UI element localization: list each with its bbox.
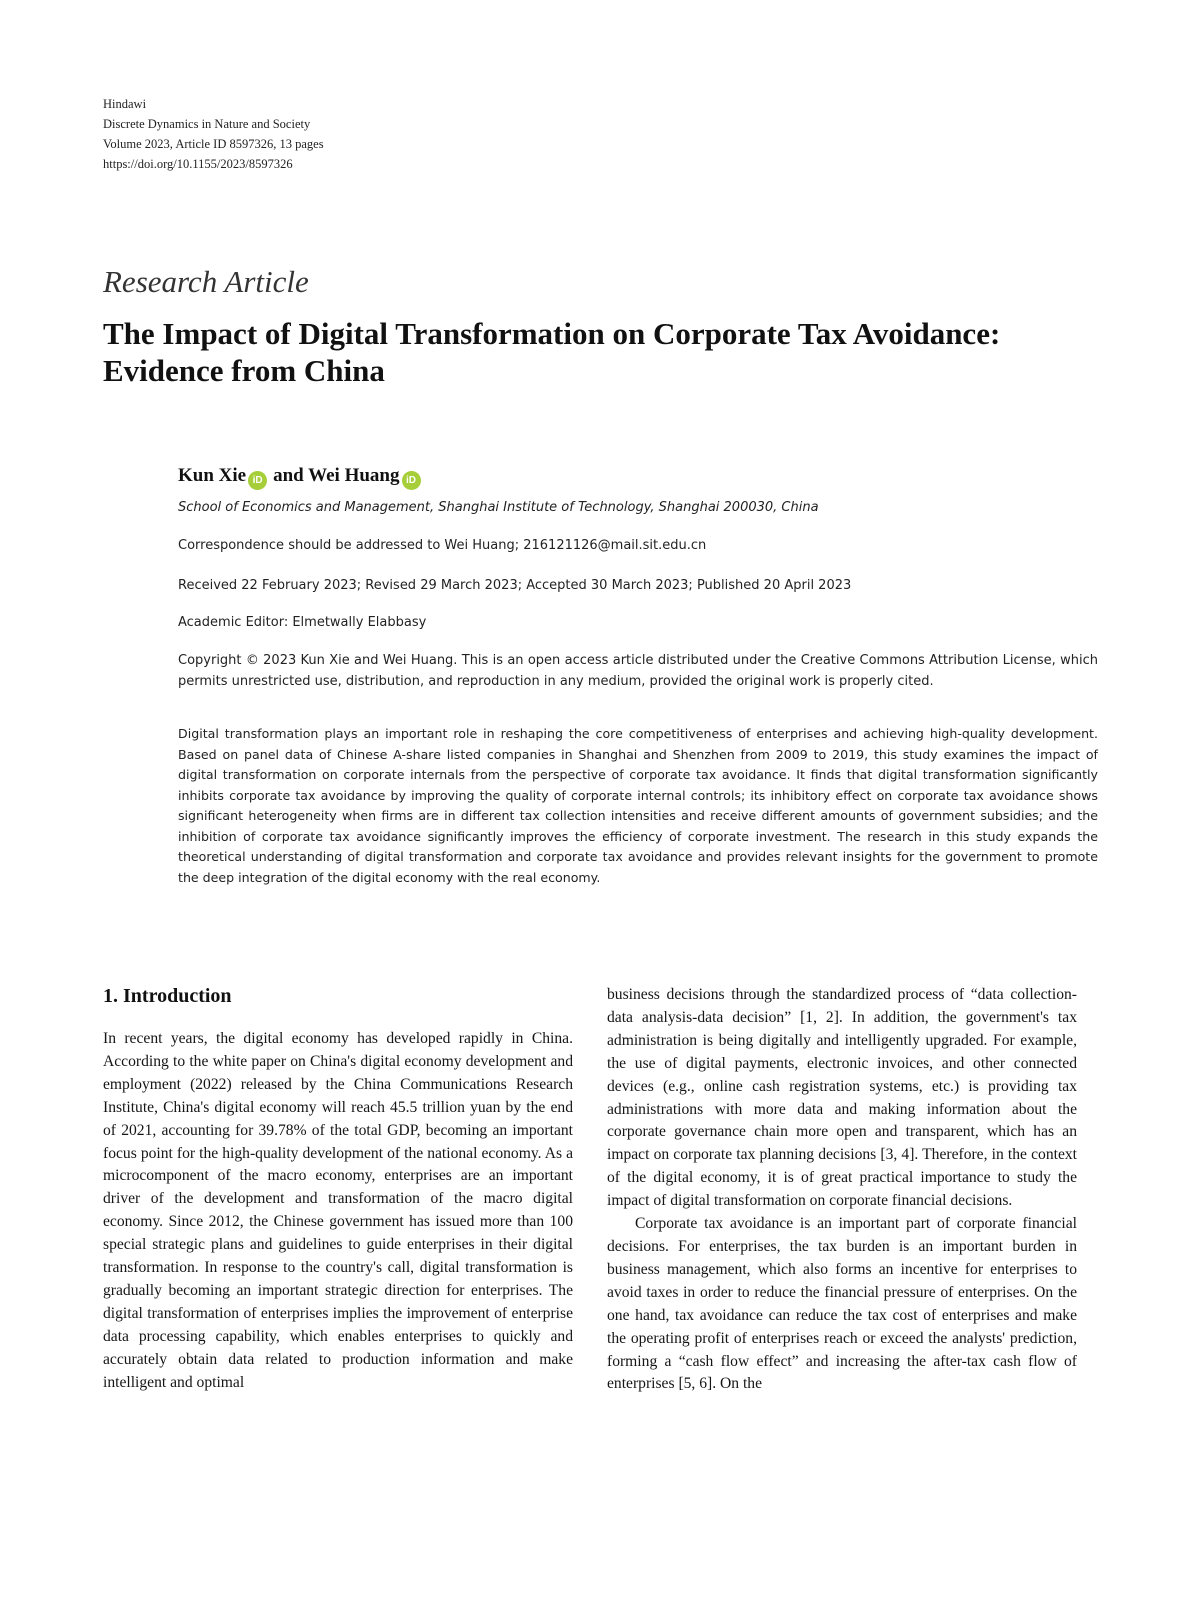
orcid-icon[interactable]: iD	[248, 471, 267, 490]
publisher-name: Hindawi	[103, 97, 147, 111]
abstract: Digital transformation plays an important role in reshaping the core competitiveness of enterprises and achieving high-quality development. Based on panel data of Chinese A-share listed companies in Shanghai and Shenzhen from 2009 to 2019, this study examines the impact of digital transformation on corporate internals from the perspective of corporate tax avoidance. It finds that digital transformation significantly inhibits corporate tax avoidance by improving the quality of corporate internal controls; its inhibitory effect on corporate tax avoidance shows significant heterogeneity when firms are in different tax collection intensities and receive different amounts of government subsidies; and the inhibition of corporate tax avoidance significantly improves the efficiency of corporate investment. The research in this study expands the theoretical understanding of digital transformation and corporate tax avoidance and provides relevant insights for the government to promote the deep integration of the digital economy with the real economy.	[178, 726, 1098, 885]
body-paragraph: In recent years, the digital economy has developed rapidly in China. According to the white paper on China's digital economy development and employment (2022) released by the China Communications Research Institute, China's digital economy will reach 45.5 trillion yuan by the end of 2021, accounting for 39.78% of the total GDP, becoming an important focus point for the high-quality development of the national economy. As a microcomponent of the macro economy, enterprises are an important driver of the development and transformation of the macro digital economy. Since 2012, the Chinese government has issued more than 100 special strategic plans and guidelines to guide enterprises in their digital transformation. In response to the country's call, digital transformation is gradually becoming an important strategic direction for enterprises. The digital transformation of enterprises implies the improvement of enterprise data processing capability, which enables enterprises to quickly and accurately obtain data related to production information and make intelligent and optimal	[103, 1030, 573, 1391]
author-list	[178, 465, 427, 490]
affiliation: School of Economics and Management, Shanghai Institute of Technology, Shanghai 200030, China	[178, 500, 819, 515]
doi-link[interactable]: https://doi.org/10.1155/2023/8597326	[103, 157, 293, 171]
article-type: Research Article	[103, 264, 309, 299]
article-title: The Impact of Digital Transformation on Corporate Tax Avoidance: Evidence from China	[103, 316, 1001, 388]
author-connector: and	[273, 465, 304, 486]
right-column	[607, 984, 1077, 1396]
journal-name: Discrete Dynamics in Nature and Society	[103, 117, 311, 131]
body-paragraph: business decisions through the standardized process of “data collection-data analysis-data decision” [1, 2]. In addition, the government's tax administration is being digitally and intelligently upgraded. For example, the use of digital payments, electronic invoices, and other connected devices (e.g., online cash registration systems, etc.) is providing tax administrations with more data and making information about the corporate governance chain more open and transparent, which has an impact on corporate tax planning decisions [3, 4]. Therefore, in the context of the digital economy, it is of great practical importance to study the impact of digital transformation on corporate financial decisions.	[607, 986, 1077, 1210]
volume-info: Volume 2023, Article ID 8597326, 13 pages	[103, 137, 324, 151]
copyright-notice: Copyright © 2023 Kun Xie and Wei Huang. This is an open access article distributed under the Creative Commons Attribution License, which permits unrestricted use, distribution, and reproduction in any medium, provided the original work is properly cited.	[178, 653, 1098, 689]
author-name-2[interactable]: Wei Huang	[308, 465, 400, 486]
body-paragraph: Corporate tax avoidance is an important part of corporate financial decisions. For enterprises, the tax burden is an important burden in business management, which also forms an incentive for enterprises to avoid taxes in order to reduce the financial pressure of enterprises. On the one hand, tax avoidance can reduce the tax cost of enterprises and make the operating profit of enterprises reach or exceed the analysts' prediction, forming a “cash flow effect” and increasing the after-tax cash flow of enterprises [5, 6]. On the	[607, 1215, 1077, 1393]
correspondence: Correspondence should be addressed to Wei Huang; 216121126@mail.sit.edu.cn	[178, 538, 707, 553]
academic-editor: Academic Editor: Elmetwally Elabbasy	[178, 615, 427, 630]
publication-dates: Received 22 February 2023; Revised 29 March 2023; Accepted 30 March 2023; Published 20 April 2023	[178, 578, 852, 593]
journal-masthead	[103, 94, 324, 174]
author-name-1[interactable]: Kun Xie	[178, 465, 247, 486]
section-heading-introduction: 1. Introduction	[103, 985, 232, 1007]
orcid-icon[interactable]: iD	[402, 471, 421, 490]
left-column	[103, 1028, 573, 1395]
